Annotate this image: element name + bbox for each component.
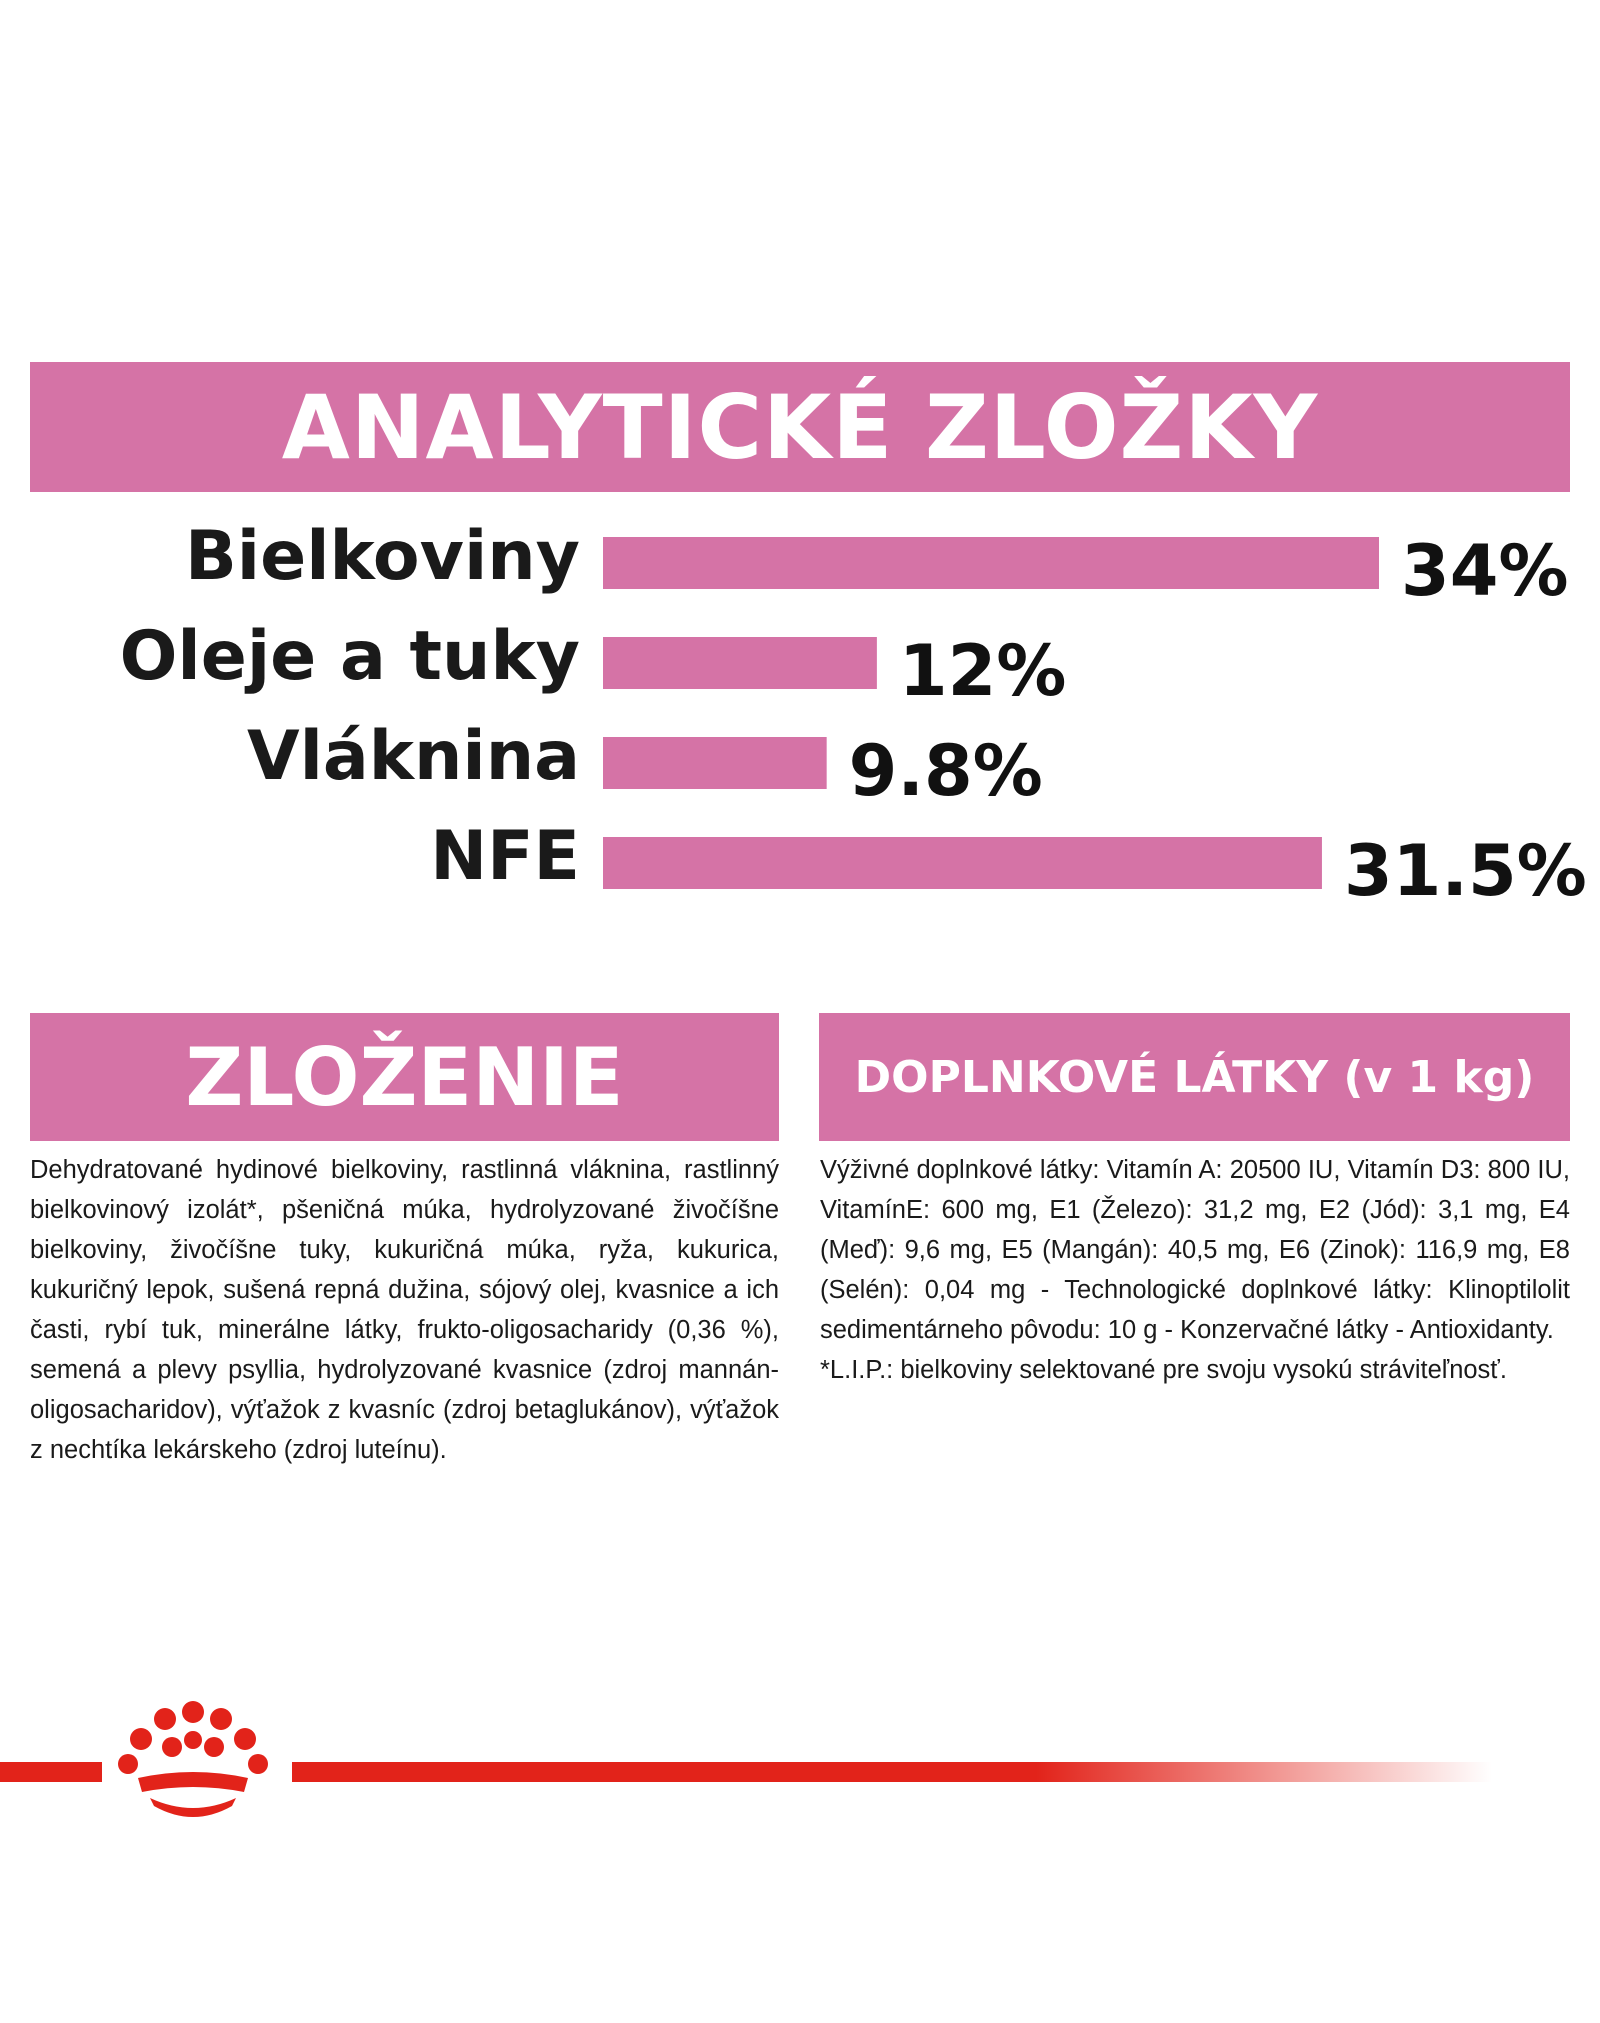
value-label: 9.8%: [848, 730, 1043, 812]
additives-text: Výživné doplnkové látky: Vitamín A: 20500 IU, Vitamín D3: 800 IU, VitamínE: 600 mg, E1 (Železo): 31,2 mg, E2 (Jód): 3,1 mg, E4 (Meď): 9,6 mg, E5 (Mangán): 40,5 mg, E6 (Zinok): 116,9 mg, E8 (Selén): 0,04 mg - Technologické doplnkové látky: Klinoptilolit sedimentárneho pôvodu: 10 g - Konzervačné látky - Antioxidanty.: [820, 1156, 1570, 1344]
additives-title: DOPLNKOVÉ LÁTKY (v 1 kg): [854, 1051, 1535, 1103]
bar: [603, 537, 1379, 589]
category-label: Oleje a tuky: [119, 617, 580, 696]
lip-note: *L.I.P.: bielkoviny selektované pre svoju vysokú stráviteľnosť.: [820, 1356, 1507, 1384]
category-label: NFE: [430, 817, 580, 896]
bar: [603, 637, 877, 689]
brand-line: [0, 1700, 1600, 1830]
bar: [603, 837, 1322, 889]
value-label: 34%: [1401, 530, 1569, 612]
bar: [603, 737, 827, 789]
value-label: 31.5%: [1343, 830, 1587, 912]
additives-text-block: [820, 1150, 1570, 1390]
brand-line-left: [0, 1762, 102, 1782]
analytic-components-banner: [30, 362, 1570, 492]
analytic-components-chart: [0, 510, 1600, 930]
category-label: Vláknina: [246, 717, 580, 796]
analytic-components-title: ANALYTICKÉ ZLOŽKY: [281, 375, 1319, 479]
composition-text: Dehydratované hydinové bielkoviny, rastlinná vláknina, rastlinný bielkovinový izolát*, pšeničná múka, hydrolyzované živočíšne bielkoviny, živočíšne tuky, kukuričná múka, ryža, kukurica, kukuričný lepok, sušená repná dužina, sójový olej, kvasnice a ich časti, rybí tuk, minerálne látky, frukto-oligosacharidy (0,36 %), semená a plevy psyllia, hydrolyzované kvasnice (zdroj mannán-oligosacharidov), výťažok z kvasníc (zdroj betaglukánov), výťažok z nechtíka lekárskeho (zdroj luteínu).: [30, 1156, 779, 1464]
category-label: Bielkoviny: [184, 517, 580, 596]
crown-icon: [118, 1701, 268, 1817]
composition-banner: [30, 1013, 779, 1141]
additives-banner: [819, 1013, 1570, 1141]
composition-title: ZLOŽENIE: [185, 1030, 624, 1124]
brand-line-right: [292, 1762, 1492, 1782]
value-label: 12%: [898, 630, 1067, 712]
